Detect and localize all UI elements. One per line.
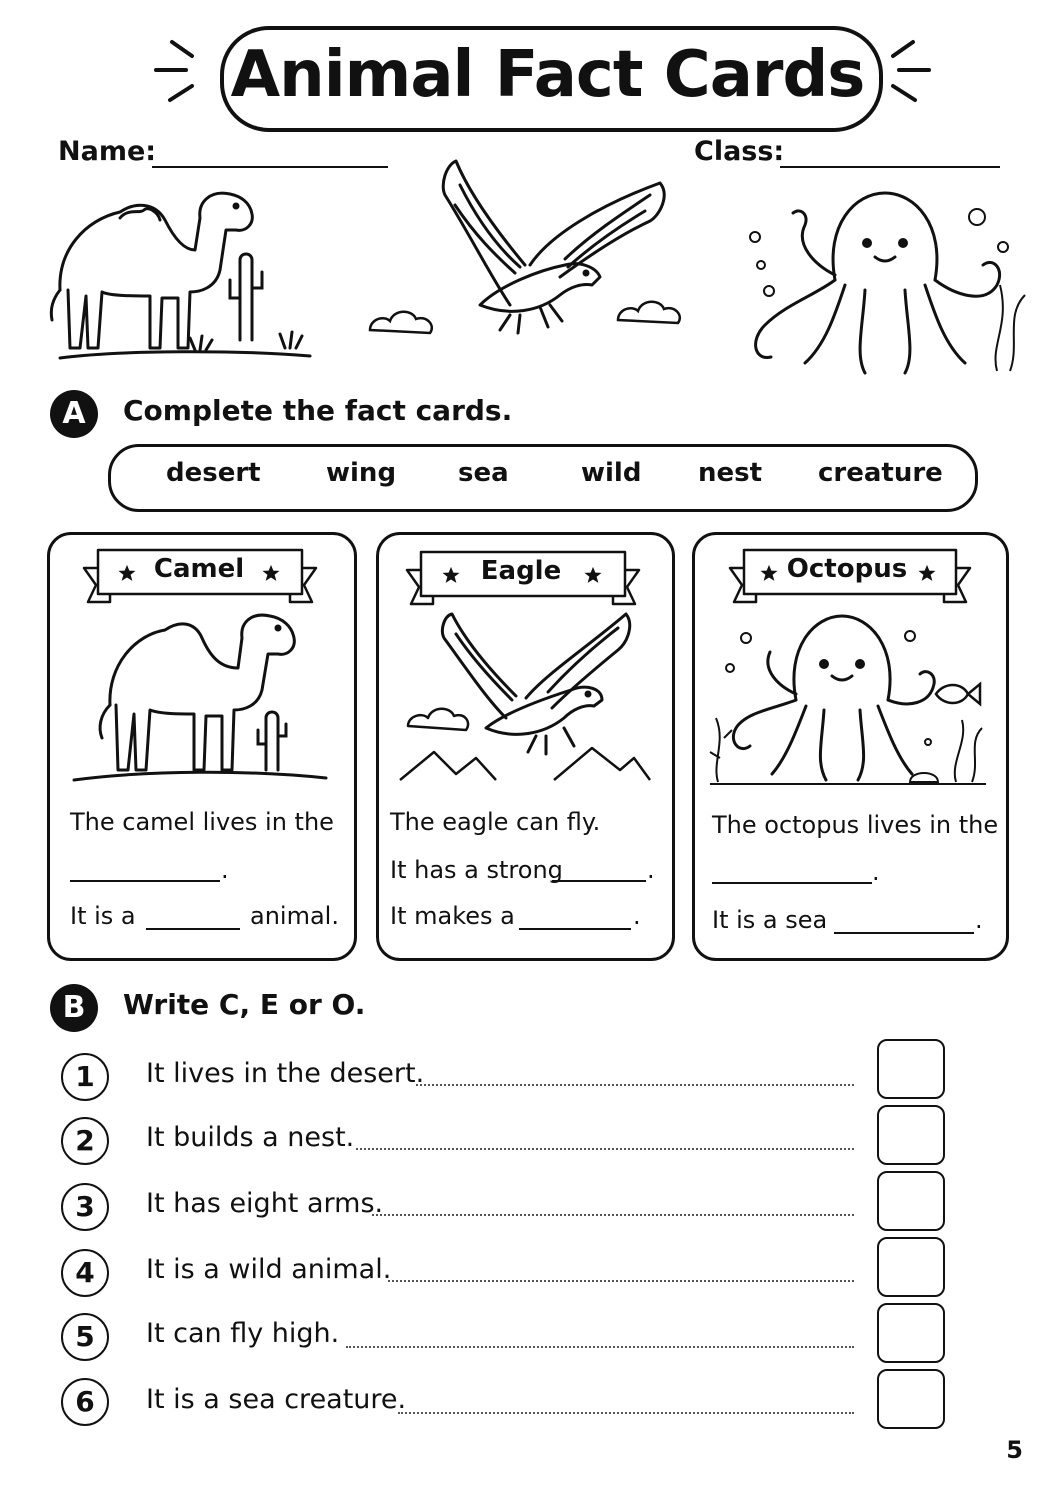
answer-box[interactable] bbox=[877, 1105, 945, 1165]
star-icon bbox=[584, 566, 602, 584]
dotted-leader bbox=[388, 1280, 854, 1282]
card-punctuation: . bbox=[221, 856, 229, 884]
answer-box[interactable] bbox=[877, 1303, 945, 1363]
answer-box[interactable] bbox=[877, 1237, 945, 1297]
card-line: It is a bbox=[70, 902, 136, 930]
card-line: The octopus lives in the bbox=[712, 811, 999, 839]
word-bank-item: nest bbox=[698, 458, 763, 488]
dotted-leader bbox=[398, 1412, 854, 1414]
word-bank-item: sea bbox=[458, 458, 509, 488]
section-a-badge: A bbox=[50, 390, 98, 438]
card-punctuation: . bbox=[975, 906, 983, 934]
section-b-badge: B bbox=[50, 984, 98, 1032]
dotted-leader bbox=[346, 1346, 854, 1348]
dotted-leader bbox=[356, 1148, 854, 1150]
card-punctuation: . bbox=[872, 858, 880, 886]
question-text: It builds a nest. bbox=[146, 1122, 355, 1153]
word-bank-item: wild bbox=[581, 458, 642, 488]
card-line: The camel lives in the bbox=[70, 808, 334, 836]
dotted-leader bbox=[372, 1214, 854, 1216]
eagle-illustration bbox=[360, 155, 700, 350]
answer-box[interactable] bbox=[877, 1171, 945, 1231]
question-text: It is a sea creature. bbox=[146, 1384, 407, 1415]
title-burst-right-icon bbox=[885, 36, 935, 106]
eagle-illustration bbox=[396, 608, 656, 788]
card-line: The eagle can fly. bbox=[390, 808, 601, 836]
star-icon bbox=[760, 564, 778, 582]
star-icon bbox=[442, 566, 460, 584]
star-icon bbox=[118, 564, 136, 582]
question-number: 4 bbox=[61, 1249, 109, 1297]
question-text: It has eight arms. bbox=[146, 1188, 384, 1219]
question-text: It is a wild animal. bbox=[146, 1254, 392, 1285]
word-bank-item: creature bbox=[818, 458, 943, 488]
card-punctuation: . bbox=[633, 902, 641, 930]
question-number: 6 bbox=[61, 1378, 109, 1426]
page-title: Animal Fact Cards bbox=[230, 38, 865, 112]
question-text: It can fly high. bbox=[146, 1318, 340, 1349]
question-number: 1 bbox=[61, 1053, 109, 1101]
question-number: 5 bbox=[61, 1313, 109, 1361]
answer-box[interactable] bbox=[877, 1369, 945, 1429]
card-line: It is a sea bbox=[712, 906, 828, 934]
name-label: Name: bbox=[58, 136, 157, 167]
answer-blank[interactable] bbox=[834, 932, 974, 934]
question-text: It lives in the desert. bbox=[146, 1058, 425, 1089]
section-a-title: Complete the fact cards. bbox=[123, 394, 513, 427]
word-bank-item: wing bbox=[326, 458, 397, 488]
fish-icon bbox=[936, 684, 980, 704]
card-title: Octopus bbox=[786, 554, 908, 584]
star-icon bbox=[262, 564, 280, 582]
camel-illustration bbox=[70, 610, 330, 785]
camel-illustration bbox=[40, 180, 330, 370]
card-line: animal. bbox=[250, 902, 339, 930]
name-field[interactable] bbox=[152, 166, 388, 168]
question-number: 2 bbox=[61, 1117, 109, 1165]
class-field[interactable] bbox=[780, 166, 1000, 168]
answer-blank[interactable] bbox=[519, 928, 631, 930]
octopus-illustration bbox=[706, 612, 990, 790]
card-line: It has a strong bbox=[390, 856, 563, 884]
answer-blank[interactable] bbox=[712, 882, 872, 884]
octopus-illustration bbox=[735, 185, 1030, 380]
title-burst-left-icon bbox=[150, 36, 200, 106]
card-punctuation: . bbox=[647, 856, 655, 884]
dotted-leader bbox=[416, 1084, 854, 1086]
word-bank-item: desert bbox=[166, 458, 261, 488]
card-title: Camel bbox=[153, 554, 245, 584]
star-icon bbox=[918, 564, 936, 582]
class-label: Class: bbox=[694, 136, 785, 167]
answer-blank[interactable] bbox=[552, 880, 646, 882]
answer-blank[interactable] bbox=[146, 928, 240, 930]
answer-box[interactable] bbox=[877, 1039, 945, 1099]
card-line: It makes a bbox=[390, 902, 515, 930]
section-b-title: Write C, E or O. bbox=[123, 988, 366, 1021]
question-number: 3 bbox=[61, 1183, 109, 1231]
answer-blank[interactable] bbox=[70, 880, 220, 882]
page-number: 5 bbox=[1006, 1436, 1023, 1464]
card-title: Eagle bbox=[480, 556, 562, 586]
